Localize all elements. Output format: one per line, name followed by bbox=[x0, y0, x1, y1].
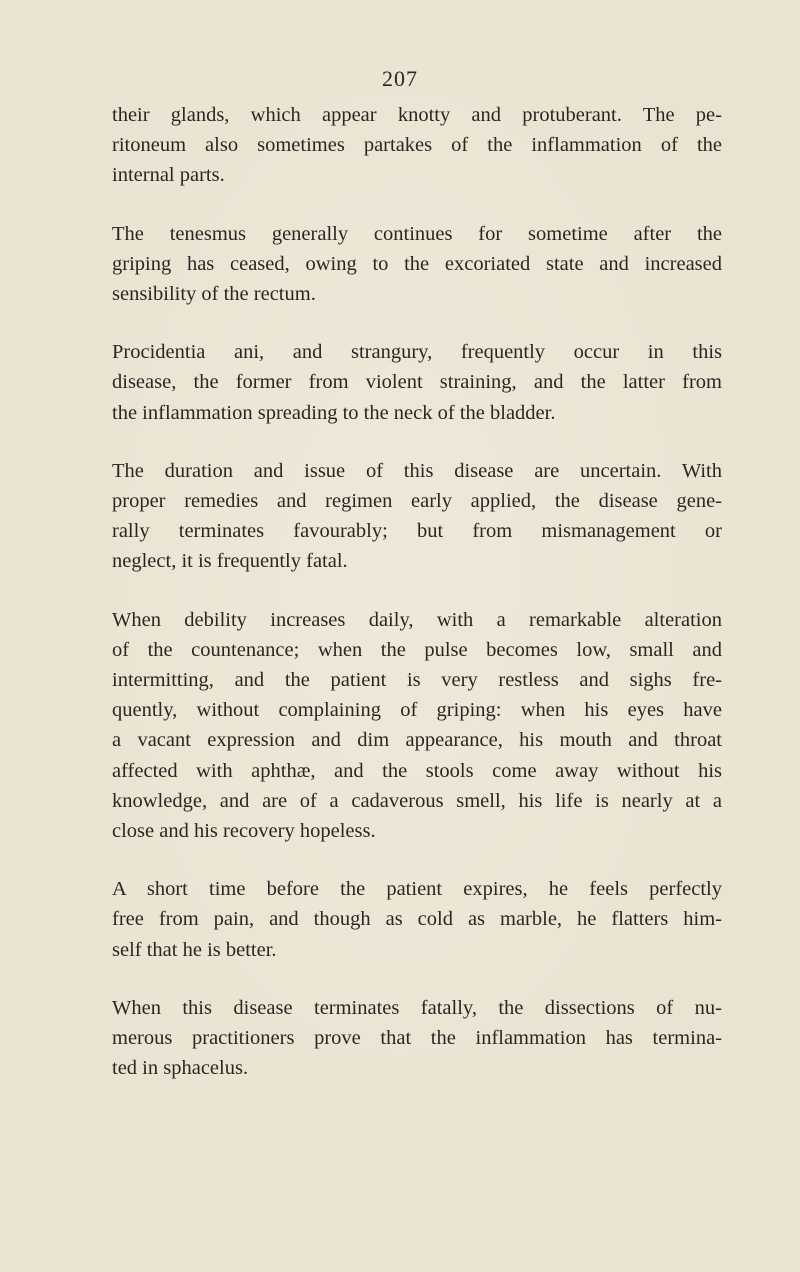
text-line: A short time before the patient expires, he feels perfectly bbox=[112, 878, 722, 901]
text-line: affected with aphthæ, and the stools come away without his bbox=[112, 759, 722, 782]
text-line: merous practitioners prove that the inflammation has termina- bbox=[112, 1027, 722, 1050]
text-line: sensibility of the rectum. bbox=[112, 283, 316, 306]
text-line: self that he is better. bbox=[112, 938, 277, 961]
text-line: close and his recovery hopeless. bbox=[112, 820, 376, 843]
text-line: the inflammation spreading to the neck of the bladder. bbox=[112, 401, 556, 424]
text-line: ted in sphacelus. bbox=[112, 1057, 249, 1080]
text-line: knowledge, and are of a cadaverous smell, his life is nearly at a bbox=[112, 789, 722, 812]
text-line: The tenesmus generally continues for sometime after the bbox=[112, 222, 722, 245]
paragraph-3 bbox=[112, 337, 722, 428]
text-line: a vacant expression and dim appearance, his mouth and throat bbox=[112, 729, 722, 752]
text-line: The duration and issue of this disease are uncertain. With bbox=[112, 459, 722, 482]
text-line: internal parts. bbox=[112, 164, 225, 187]
text-line: neglect, it is frequently fatal. bbox=[112, 550, 348, 573]
text-line: griping has ceased, owing to the excoriated state and increased bbox=[112, 252, 722, 275]
paragraph-2 bbox=[112, 219, 722, 310]
page-number: 207 bbox=[382, 66, 418, 91]
text-line: Procidentia ani, and strangury, frequently occur in this bbox=[112, 341, 722, 364]
text-line: ritoneum also sometimes partakes of the inflammation of the bbox=[112, 134, 722, 157]
text-line: free from pain, and though as cold as marble, he flatters him- bbox=[112, 908, 722, 931]
paragraph-1 bbox=[112, 100, 722, 191]
paragraph-5 bbox=[112, 605, 722, 847]
text-line: quently, without complaining of griping: when his eyes have bbox=[112, 699, 722, 722]
text-line: When this disease terminates fatally, the dissections of nu- bbox=[112, 996, 722, 1019]
text-line: their glands, which appear knotty and protuberant. The pe- bbox=[112, 104, 722, 126]
text-line: disease, the former from violent straining, and the latter from bbox=[112, 371, 722, 394]
text-line: intermitting, and the patient is very restless and sighs fre- bbox=[112, 669, 722, 692]
body-text bbox=[112, 100, 722, 1111]
text-line: proper remedies and regimen early applied, the disease gene- bbox=[112, 490, 722, 513]
paragraph-4 bbox=[112, 456, 722, 577]
text-line: When debility increases daily, with a remarkable alteration bbox=[112, 608, 722, 631]
paragraph-7 bbox=[112, 993, 722, 1084]
text-line: of the countenance; when the pulse becomes low, small and bbox=[112, 638, 722, 661]
paragraph-6 bbox=[112, 874, 722, 965]
text-line: rally terminates favourably; but from mismanagement or bbox=[112, 520, 722, 543]
